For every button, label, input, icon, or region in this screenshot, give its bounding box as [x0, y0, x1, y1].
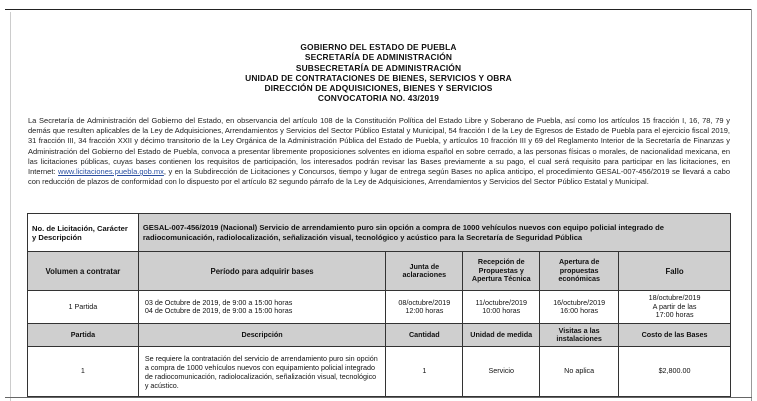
periodo-line-1: 03 de Octubre de 2019, de 9:00 a 15:00 horas	[144, 297, 293, 307]
licitaciones-link[interactable]: www.licitaciones.puebla.gob.mx	[58, 167, 164, 177]
document-header	[0, 42, 757, 104]
cell-junta	[386, 291, 463, 324]
cell-costo: $2,800.00	[619, 347, 731, 397]
cell-partida: 1	[28, 347, 139, 397]
cell-unidad: Servicio	[463, 347, 540, 397]
header-line-government: GOBIERNO DEL ESTADO DE PUEBLA	[300, 42, 457, 52]
apertura-time: 16:00 horas	[560, 306, 599, 315]
licitacion-description: GESAL-007-456/2019 (Nacional) Servicio de arrendamiento puro sin opción a compra de 1000 vehículos nuevos con equipo policial integrado de radiocomunicación, radiolocalización, señalización visual, tecnológico y acústico para la Secretaría de Seguridad Pública	[142, 223, 664, 242]
paragraph-text-part2: , y en la Subdirección de Licitaciones y Concursos, tiempo y lugar de entrega según Bases no aplica anticipo, el procedimiento GESAL-007-456/2019 se llevará a cabo con reducción de plazos de conformidad con lo dispuesto por el artículo 82 segundo párrafo de la Ley de Adquisiciones, Arrendamientos y Servicios del Sector Público Estatal y Municipal.	[28, 167, 730, 187]
convocatoria-paragraph	[28, 116, 730, 187]
licitacion-description-cell	[138, 214, 730, 252]
col-header-apertura: Apertura de propuestas económicas	[540, 252, 619, 291]
fallo-from: A partir de las	[652, 301, 697, 311]
paragraph-text-part1: La Secretaría de Administración del Gobierno del Estado, en observancia del artículo 108 de la Constitución Política del Estado Libre y Soberano de Puebla, así como los artículos 15 fracción I, 16, 78, 79 y demás que resulten aplicables de la Ley de Adquisiciones, Arrendamientos y Servicios del Sector Público Estatal y Municipal, 54 fracción I de la Ley de Egresos de Estado de Puebla para el ejercicio fiscal 2019, 31 fracción III, 34 fracción XXII y décimo transitorio de la Ley Orgánica de la Administración Pública del Estado de Puebla, y artículos 10 fracción III y 69 del Reglamento Interior de la Secretaría de Finanzas y Administración del Gobierno del Estado de Puebla, convoca a presentar libremente proposiciones solventes en idioma español en sobre cerrado, a las personas físicas o morales, de nacionalidad mexicana, en las licitaciones públicas, cuyas bases contienen los requisitos de participación, los interesados podrán revisar las Bases previamente a su pago, el cual será requisito para participar en las licitaciones, en Internet:	[28, 116, 730, 177]
col-header-cantidad: Cantidad	[386, 324, 463, 347]
col-header-fallo: Fallo	[619, 252, 731, 291]
col-header-unidad: Unidad de medida	[463, 324, 540, 347]
periodo-line-2: 04 de Octubre de 2019, de 9:00 a 15:00 horas	[144, 306, 293, 315]
header-line-unidad: UNIDAD DE CONTRATACIONES DE BIENES, SERVICIOS Y OBRA	[245, 72, 512, 83]
col-header-visitas: Visitas a las instalaciones	[540, 324, 619, 347]
col-header-recepcion: Recepción de Propuestas y Apertura Técnica	[463, 252, 540, 291]
header-line-secretaria: SECRETARÍA DE ADMINISTRACIÓN	[304, 52, 453, 63]
apertura-date: 16/octubre/2019	[553, 297, 606, 307]
fallo-time: 17:00 horas	[655, 310, 694, 320]
cell-visitas: No aplica	[540, 347, 619, 397]
cell-periodo	[138, 291, 386, 324]
col-header-partida: Partida	[28, 324, 139, 347]
cell-volumen: 1 Partida	[28, 291, 139, 324]
junta-time: 12:00 horas	[405, 306, 444, 315]
header-line-convocatoria: CONVOCATORIA NO. 43/2019	[317, 93, 440, 104]
cell-descripcion: Se requiere la contratación del servicio de arrendamiento puro sin opción a compra de 1000 vehículos nuevos con equipamiento policial integrado de radiocomunicación, radiolocalización, señalización visual, tecnológico y acústico.	[138, 347, 386, 397]
licitacion-label: No. de Licitación, Carácter y Descripción	[32, 223, 128, 242]
licitacion-table	[27, 213, 731, 397]
cell-cantidad: 1	[386, 347, 463, 397]
header-line-subsecretaria: SUBSECRETARÍA DE ADMINISTRACIÓN	[295, 62, 462, 73]
junta-date: 08/octubre/2019	[398, 297, 451, 307]
recepcion-time: 10:00 horas	[482, 306, 521, 315]
cell-apertura	[540, 291, 619, 324]
cell-fallo	[619, 291, 731, 324]
header-line-direccion: DIRECCIÓN DE ADQUISICIONES, BIENES Y SERVICIOS	[264, 83, 493, 94]
col-header-periodo: Período para adquirir bases	[138, 252, 386, 291]
col-header-volumen: Volumen a contratar	[28, 252, 139, 291]
recepcion-date: 11/octubre/2019	[475, 297, 527, 307]
fallo-date: 18/octubre/2019	[648, 293, 701, 303]
col-header-descripcion: Descripción	[138, 324, 386, 347]
bottom-rule	[5, 397, 752, 398]
licitacion-label-cell	[28, 214, 139, 252]
col-header-junta: Junta de aclaraciones	[386, 252, 463, 291]
cell-recepcion	[463, 291, 540, 324]
top-rule	[5, 9, 752, 10]
col-header-costo: Costo de las Bases	[619, 324, 731, 347]
